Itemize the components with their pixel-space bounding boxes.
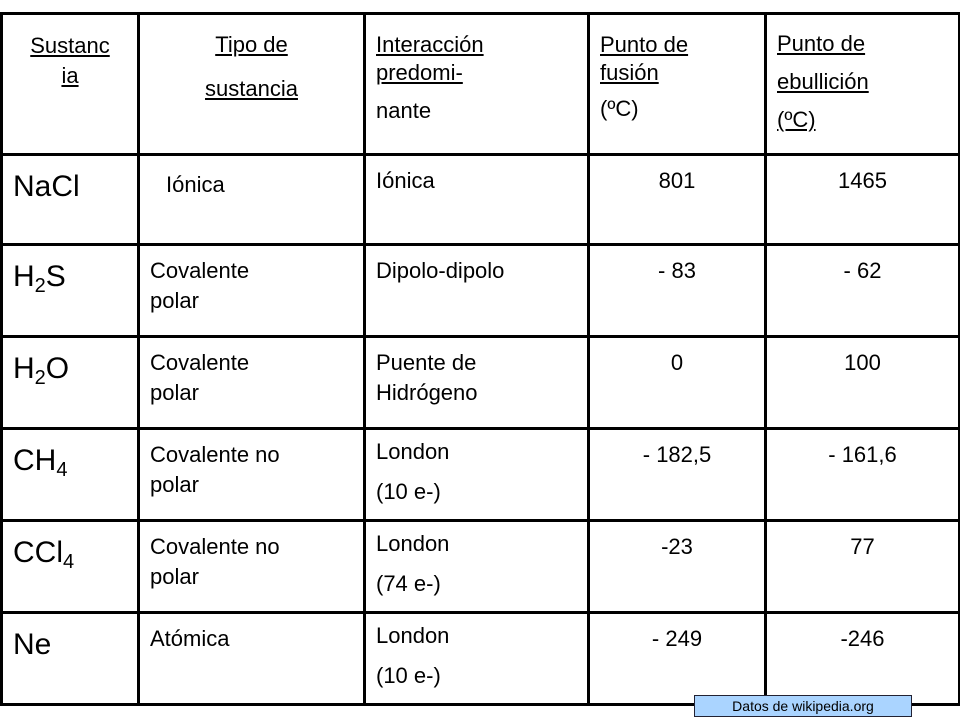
interaction-type bbox=[366, 246, 587, 286]
substance-type bbox=[140, 246, 363, 316]
melting-point-cell bbox=[589, 245, 766, 337]
formula-subscript: 4 bbox=[56, 459, 68, 481]
interaction-type-cell bbox=[365, 429, 589, 521]
melting-point-cell bbox=[589, 337, 766, 429]
boiling-point-value: 77 bbox=[850, 534, 875, 559]
formula bbox=[3, 156, 137, 204]
boiling-point-cell bbox=[766, 245, 960, 337]
header-interaction-line-1: Interacción bbox=[376, 32, 484, 57]
substance-type bbox=[140, 522, 363, 592]
substance-type-line: Covalente no bbox=[150, 442, 280, 467]
melting-point-value: - 249 bbox=[651, 626, 703, 651]
melting-point-cell bbox=[589, 429, 766, 521]
melting-point-value: -23 bbox=[661, 534, 693, 559]
header-interaction-cell bbox=[365, 14, 589, 155]
header-type-line-2: sustancia bbox=[205, 76, 298, 101]
substance-type-cell bbox=[139, 429, 365, 521]
header-interaction-line-2: predomi- bbox=[376, 60, 463, 85]
formula-base: Ne bbox=[13, 628, 52, 661]
boiling-point-cell bbox=[766, 337, 960, 429]
formula-subscript: 4 bbox=[63, 551, 75, 573]
header-substance-line-2: ia bbox=[61, 63, 79, 88]
formula-base: H bbox=[13, 352, 35, 385]
substance-type-line: Covalente no bbox=[150, 534, 280, 559]
formula bbox=[3, 614, 137, 662]
substance-type-line: polar bbox=[150, 380, 199, 405]
interaction-type bbox=[366, 614, 587, 696]
substance-type-cell bbox=[139, 613, 365, 705]
interaction-type bbox=[366, 156, 587, 196]
formula bbox=[3, 338, 137, 389]
boiling-point-value: 100 bbox=[844, 350, 881, 375]
interaction-type-line: (10 e-) bbox=[376, 663, 441, 688]
table-row bbox=[2, 429, 960, 521]
melting-point-cell bbox=[589, 613, 766, 705]
header-melting bbox=[590, 15, 764, 123]
boiling-point-cell bbox=[766, 521, 960, 613]
formula-base: NaCl bbox=[13, 170, 80, 203]
formula-base: CCl bbox=[13, 536, 63, 569]
formula-cell bbox=[2, 613, 139, 705]
formula bbox=[3, 430, 137, 481]
header-boiling-line-3: (ºC) bbox=[777, 107, 816, 132]
melting-point-value: - 182,5 bbox=[642, 442, 712, 467]
header-melting-line-2: fusión bbox=[600, 60, 659, 85]
substance-type-line: Atómica bbox=[150, 626, 230, 651]
substance-type-line: Iónica bbox=[166, 172, 225, 197]
formula-base: CH bbox=[13, 444, 57, 477]
substance-type-cell bbox=[139, 245, 365, 337]
header-substance-line-1: Sustanc bbox=[30, 33, 110, 58]
formula-cell bbox=[2, 155, 139, 245]
header-boiling-line-2: ebullición bbox=[777, 69, 869, 94]
header-interaction bbox=[366, 15, 587, 125]
header-interaction-line-3: nante bbox=[376, 98, 432, 123]
melting-point-value: 801 bbox=[658, 168, 696, 193]
table-row bbox=[2, 337, 960, 429]
substance-type-cell bbox=[139, 337, 365, 429]
table-row bbox=[2, 521, 960, 613]
boiling-point-value: - 161,6 bbox=[828, 442, 897, 467]
substance-type bbox=[140, 430, 363, 500]
interaction-type-line: Dipolo-dipolo bbox=[376, 258, 505, 283]
header-type-line-1: Tipo de bbox=[215, 32, 288, 57]
header-substance bbox=[3, 15, 137, 91]
header-substance-cell bbox=[2, 14, 139, 155]
formula-cell bbox=[2, 429, 139, 521]
boiling-point-value: -246 bbox=[840, 626, 885, 651]
formula-tail: S bbox=[45, 260, 66, 293]
formula-cell bbox=[2, 245, 139, 337]
header-boiling-line-1: Punto de bbox=[777, 31, 866, 56]
header-row bbox=[2, 14, 960, 155]
interaction-type-line: Iónica bbox=[376, 168, 435, 193]
interaction-type-line: (10 e-) bbox=[376, 479, 441, 504]
substance-type-line: polar bbox=[150, 472, 199, 497]
melting-point-cell bbox=[589, 521, 766, 613]
formula-cell bbox=[2, 337, 139, 429]
boiling-point-cell bbox=[766, 429, 960, 521]
substance-type-line: Covalente bbox=[150, 350, 250, 375]
formula-subscript: 2 bbox=[34, 367, 46, 389]
melting-point-value: - 83 bbox=[658, 258, 696, 283]
header-boiling-cell bbox=[766, 14, 960, 155]
formula-cell bbox=[2, 521, 139, 613]
header-melting-line-3: (ºC) bbox=[600, 96, 639, 121]
substance-type-line: polar bbox=[150, 564, 199, 589]
formula-base: H bbox=[13, 260, 35, 293]
substances-table bbox=[0, 12, 960, 706]
interaction-type-cell bbox=[365, 337, 589, 429]
table-row bbox=[2, 245, 960, 337]
interaction-type-line: Hidrógeno bbox=[376, 380, 478, 405]
boiling-point-value: 1465 bbox=[838, 168, 887, 193]
boiling-point-value: - 62 bbox=[843, 258, 882, 283]
substance-type-cell bbox=[139, 521, 365, 613]
source-credit: Datos de wikipedia.org bbox=[694, 695, 912, 717]
header-melting-cell bbox=[589, 14, 766, 155]
interaction-type-cell bbox=[365, 521, 589, 613]
interaction-type-line: London bbox=[376, 439, 450, 464]
interaction-type-cell bbox=[365, 613, 589, 705]
interaction-type-line: (74 e-) bbox=[376, 571, 441, 596]
melting-point-cell bbox=[589, 155, 766, 245]
formula bbox=[3, 522, 137, 573]
melting-point-value: 0 bbox=[670, 350, 684, 375]
table-row bbox=[2, 613, 960, 705]
substance-type-line: Covalente bbox=[150, 258, 250, 283]
formula-subscript: 2 bbox=[34, 275, 46, 297]
substance-type bbox=[140, 338, 363, 408]
interaction-type-cell bbox=[365, 245, 589, 337]
formula bbox=[3, 246, 137, 297]
interaction-type bbox=[366, 338, 587, 408]
header-type bbox=[140, 15, 363, 111]
formula-tail: O bbox=[45, 352, 70, 385]
substance-type bbox=[140, 156, 363, 200]
header-type-cell bbox=[139, 14, 365, 155]
interaction-type bbox=[366, 522, 587, 604]
boiling-point-cell bbox=[766, 613, 960, 705]
substance-type bbox=[140, 614, 363, 654]
header-boiling bbox=[767, 15, 958, 139]
interaction-type-cell bbox=[365, 155, 589, 245]
substance-type-cell bbox=[139, 155, 365, 245]
interaction-type-line: Puente de bbox=[376, 350, 477, 375]
interaction-type-line: London bbox=[376, 623, 450, 648]
table-row bbox=[2, 155, 960, 245]
boiling-point-cell bbox=[766, 155, 960, 245]
substance-type-line: polar bbox=[150, 288, 199, 313]
header-melting-line-1: Punto de bbox=[600, 32, 689, 57]
interaction-type-line: London bbox=[376, 531, 450, 556]
interaction-type bbox=[366, 430, 587, 512]
